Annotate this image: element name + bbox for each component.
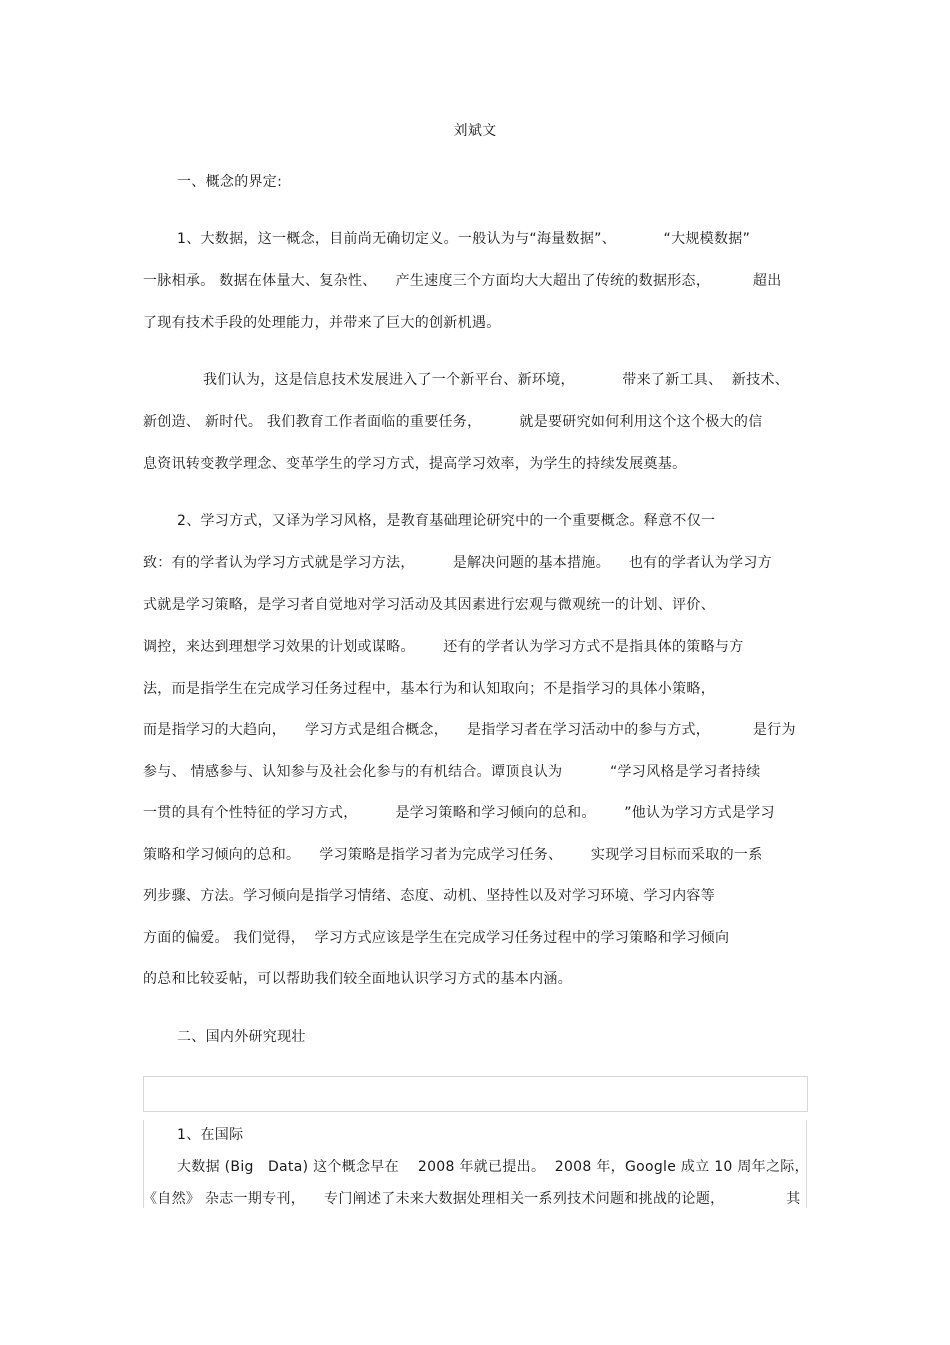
paragraph-line: 一脉相承。 数据在体量大、复杂性、 产生速度三个方面均大大超出了传统的数据形态， 超出 bbox=[143, 273, 782, 289]
section-heading-research-status: 二、国内外研究现壮 bbox=[177, 1029, 306, 1045]
paragraph-line: 的总和比较妥帖，可以帮助我们较全面地认识学习方式的基本内涵。 bbox=[143, 971, 572, 987]
paragraph-line: 参与、 情感参与、认知参与及社会化参与的有机结合。谭顶良认为 “学习风格是学习者持续 bbox=[143, 764, 761, 780]
paragraph-line: 了现有技术手段的处理能力，并带来了巨大的创新机遇。 bbox=[143, 315, 501, 331]
paragraph-line: 大数据 (Big Data) 这个概念早在 2008 年就已提出。 2008 年，Google 成立 10 周年之际， bbox=[177, 1159, 809, 1175]
paragraph-line: 式就是学习策略，是学习者自觉地对学习活动及其因素进行宏观与微观统一的计划、评价、 bbox=[143, 597, 715, 613]
subsection-heading-international: 1、在国际 bbox=[177, 1127, 244, 1143]
paragraph-line: 《自然》 杂志一期专刊， 专门阐述了未来大数据处理相关一系列技术问题和挑战的论题， 其 bbox=[143, 1191, 801, 1207]
section-heading-definitions: 一、概念的界定: bbox=[177, 174, 283, 190]
paragraph-line: 列步骤、方法。学习倾向是指学习情绪、态度、动机、坚持性以及对学习环境、学习内容等 bbox=[143, 888, 715, 904]
paragraph-line: 致：有的学者认为学习方式就是学习方法， 是解决问题的基本措施。 也有的学者认为学习方 bbox=[143, 555, 772, 571]
paragraph-line: 策略和学习倾向的总和。 学习策略是指学习者为完成学习任务、 实现学习目标而采取的一系 bbox=[143, 847, 763, 863]
paragraph-line: 我们认为，这是信息技术发展进入了一个新平台、新环境， 带来了新工具、 新技术、 bbox=[203, 372, 790, 388]
paragraph-line: 而是指学习的大趋向， 学习方式是组合概念， 是指学习者在学习活动中的参与方式， 是行为 bbox=[143, 722, 796, 738]
paragraph-line: 新创造、 新时代。 我们教育工作者面临的重要任务， 就是要研究如何利用这个这个极大的信 bbox=[143, 414, 763, 430]
paragraph-line: 2、学习方式，又译为学习风格，是教育基础理论研究中的一个重要概念。释意不仅一 bbox=[177, 513, 716, 529]
paragraph-line: 调控，来达到理想学习效果的计划或谋略。 还有的学者认为学习方式不是指具体的策略与方 bbox=[143, 639, 744, 655]
paragraph-line: 1、大数据，这一概念，目前尚无确切定义。一般认为与“海量数据”、 “大规模数据” bbox=[177, 231, 751, 247]
paragraph-line: 方面的偏爱。 我们觉得， 学习方式应该是学生在完成学习任务过程中的学习策略和学习倾向 bbox=[143, 930, 730, 946]
paragraph-line: 一贯的具有个性特征的学习方式， 是学习策略和学习倾向的总和。 ”他认为学习方式是学习 bbox=[143, 805, 775, 821]
paragraph-line: 法，而是指学生在完成学习任务过程中，基本行为和认知取向；不是指学习的具体小策略， bbox=[143, 681, 715, 697]
author-name: 刘斌文 bbox=[453, 123, 497, 139]
empty-table-cell bbox=[143, 1076, 808, 1112]
paragraph-line: 息资讯转变教学理念、变革学生的学习方式，提高学习效率，为学生的持续发展奠基。 bbox=[143, 456, 687, 472]
